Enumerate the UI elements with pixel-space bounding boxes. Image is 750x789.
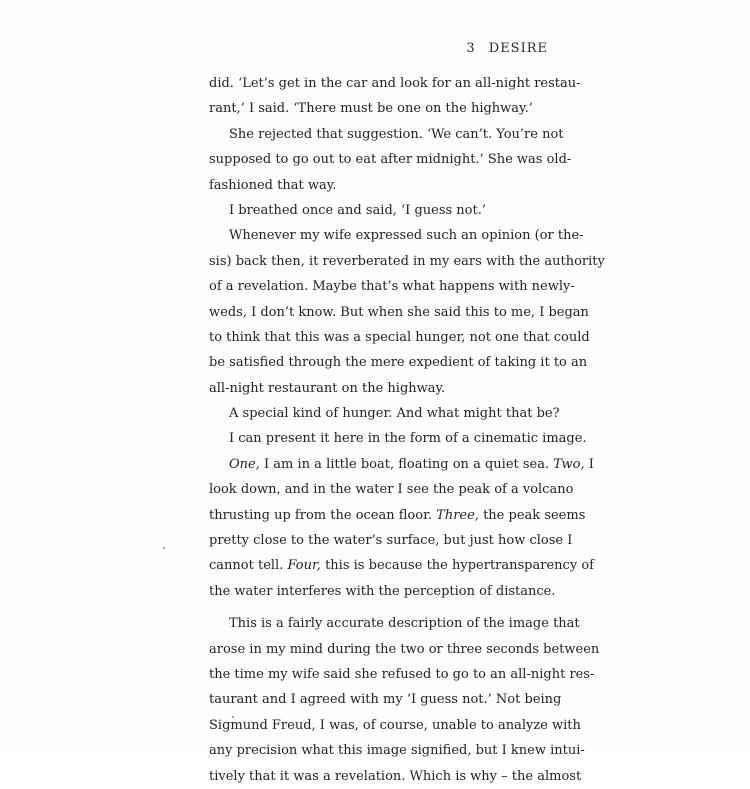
- text-line: look down, and in the water I see the peak of a volcano: [209, 482, 574, 498]
- text-line: any precision what this image signified, but I knew intui-: [209, 743, 585, 759]
- text-line: This is a fairly accurate description of the image that: [229, 616, 580, 632]
- text-line: I breathed once and said, ‘I guess not.’: [229, 202, 486, 218]
- text-line: fashioned that way.: [209, 177, 337, 193]
- text-line: cannot tell. Four, this is because the hypertransparency of: [209, 558, 594, 574]
- text-line: weds, I don’t know. But when she said this to me, I began: [209, 304, 589, 320]
- paragraph-gap: [209, 604, 551, 611]
- text-line: Sigmund Freud, I was, of course, unable to analyze with: [209, 717, 581, 733]
- text-line: One, I am in a little boat, floating on a quiet sea. Two, I: [229, 456, 594, 472]
- text-line: supposed to go out to eat after midnight.’ She was old-: [209, 152, 572, 168]
- text-line: She rejected that suggestion. ‘We can’t. You’re not: [229, 126, 564, 142]
- text-line: be satisfied through the mere expedient of taking it to an: [209, 355, 588, 371]
- text-line: tively that it was a revelation. Which is why – the almost: [209, 768, 582, 784]
- text-line: taurant and I agreed with my ‘I guess not.’ Not being: [209, 692, 562, 708]
- text-line: of a revelation. Maybe that’s what happens with newly-: [209, 279, 575, 295]
- paper-speck: [232, 716, 234, 718]
- text-line: sis) back then, it reverberated in my ears with the authority: [209, 253, 605, 269]
- text-line: pretty close to the water’s surface, but just how close I: [209, 533, 573, 549]
- text-line: arose in my mind during the two or three seconds between: [209, 641, 600, 657]
- text-line: did. ‘Let’s get in the car and look for an all-night restau-: [209, 76, 581, 91]
- text-line: the time my wife said she refused to go to an all-night res-: [209, 666, 595, 682]
- paper-speck: [163, 547, 165, 549]
- chapter-title: DESIRE: [488, 41, 548, 56]
- running-head: [466, 41, 548, 56]
- text-line: A special kind of hunger. And what might that be?: [229, 406, 560, 422]
- text-line: I can present it here in the form of a cinematic image.: [229, 431, 587, 447]
- body-text: [209, 71, 605, 789]
- text-line: all-night restaurant on the highway.: [209, 380, 446, 396]
- text-line: rant,’ I said. ‘There must be one on the highway.’: [209, 101, 533, 117]
- text-line: thrusting up from the ocean floor. Three, the peak seems: [209, 507, 586, 523]
- page-number: 3: [466, 41, 476, 56]
- text-line: Whenever my wife expressed such an opinion (or the-: [229, 228, 584, 244]
- text-line: the water interferes with the perception of distance.: [209, 583, 556, 599]
- text-line: to think that this was a special hunger, not one that could: [209, 329, 590, 345]
